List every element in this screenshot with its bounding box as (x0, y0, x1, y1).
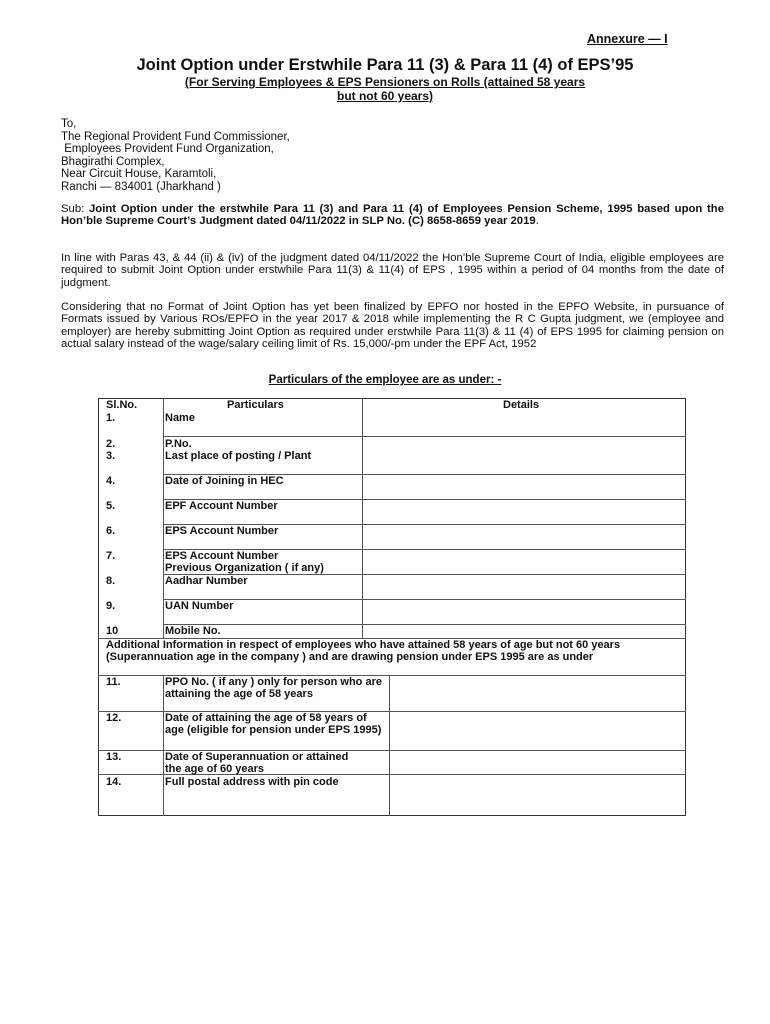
column-divider (163, 675, 164, 816)
additional-info-text: Additional Information in respect of employees who have attained 58 years of age but not 60 years (Superannuation age in the company ) and are drawing pension under EPS 1995 are as under (106, 639, 621, 664)
header-slno: Sl.No. (106, 399, 138, 411)
row-label-posting: Last place of posting / Plant (165, 450, 312, 462)
row-number: 10 (106, 625, 119, 637)
document-title: Joint Option under Erstwhile Para 11 (3) & Para 11 (4) of EPS’95 (136, 56, 634, 74)
row-label-superannuation: Date of Superannuation or attained the age of 60 years (165, 751, 349, 776)
row-number: 13. (106, 751, 122, 763)
row-label-mobile: Mobile No. (165, 625, 221, 637)
row-label-eps: EPS Account Number (165, 525, 279, 537)
subject-text: Joint Option under the erstwhile Para 11 (3) and Para 11 (4) of Employees Pension Scheme, 1995 based upon the Hon’ble Supreme Court’s Judgment dated 04/11/2022 in SLP No. (C) 8658-8659 year 2019 (61, 203, 724, 228)
address-line: Near Circuit House, Karamtoli, (61, 168, 217, 180)
document-subtitle (0, 75, 770, 103)
row-label-uan: UAN Number (165, 600, 234, 612)
row-label-joining: Date of Joining in HEC (165, 475, 284, 487)
particulars-heading: Particulars of the employee are as under: - (268, 374, 502, 386)
row-divider (163, 436, 686, 437)
address-line: To, (61, 118, 77, 130)
row-number: 12. (106, 712, 122, 724)
subtitle-line-2: but not 60 years) (336, 89, 434, 103)
subject-prefix: Sub: (61, 203, 90, 215)
row-number: 7. (106, 550, 116, 562)
row-label-ppo: PPO No. ( if any ) only for person who are attaining the age of 58 years (165, 676, 382, 701)
annexure-label: Annexure — I (587, 32, 668, 46)
row-number: 8. (106, 575, 116, 587)
column-divider (389, 675, 390, 816)
row-label-pno: P.No. (165, 438, 192, 450)
row-number: 5. (106, 500, 116, 512)
address-line: The Regional Provident Fund Commissioner, (61, 130, 290, 143)
paragraph-judgment: In line with Paras 43, & 44 (ii) & (iv) of the judgment dated 04/11/2022 the Hon’ble Supreme Court of India, eligible employees are required to submit Joint Option under erstwhile Para 11(3) & 11(4) of EPS , 1995 within a period of 04 months from the date of judgment. (61, 252, 724, 289)
row-number: 6. (106, 525, 116, 537)
column-divider (163, 398, 164, 638)
row-number: 11. (106, 676, 121, 688)
row-number: 14. (106, 776, 122, 788)
row-label-postal-address: Full postal address with pin code (165, 776, 339, 788)
header-particulars: Particulars (227, 399, 284, 411)
row-label-age-58: Date of attaining the age of 58 years of age (eligible for pension under EPS 1995) (165, 712, 382, 737)
row-number: 1. (106, 412, 116, 424)
subject-suffix: . (535, 215, 539, 228)
subtitle-line-1: (For Serving Employees & EPS Pensioners on Rolls (attained 58 years (184, 75, 586, 89)
row-label-aadhar: Aadhar Number (165, 575, 248, 587)
row-number: 9. (106, 600, 116, 612)
recipient-address (61, 118, 290, 193)
row-label-name: Name (165, 412, 195, 424)
row-label-eps-previous: EPS Account Number Previous Organization ( if any) (165, 550, 324, 575)
header-details: Details (503, 399, 540, 411)
row-number: 3. (106, 450, 116, 462)
address-line: Employees Provident Fund Organization, (61, 143, 274, 155)
row-number: 4. (106, 475, 116, 487)
subject-paragraph (61, 203, 724, 228)
row-label-epf: EPF Account Number (165, 500, 278, 512)
row-number: 2. (106, 438, 116, 450)
address-line: Bhagirathi Complex, (61, 155, 165, 168)
address-line: Ranchi — 834001 (Jharkhand ) (61, 180, 221, 193)
paragraph-format: Considering that no Format of Joint Option has yet been finalized by EPFO nor hosted in the EPFO Website, in pursuance of Formats issued by Various ROs/EPFO in the year 2017 & 2018 while implementing the R C Gupta judgment, we (employee and employer) are hereby submitting Joint Option as required under erstwhile Para 11(3) & 11 (4) of EPS 1995 for claiming pension on actual salary instead of the wage/salary ceiling limit of Rs. 15,000/-pm under the EPF Act, 1952 (61, 301, 724, 351)
